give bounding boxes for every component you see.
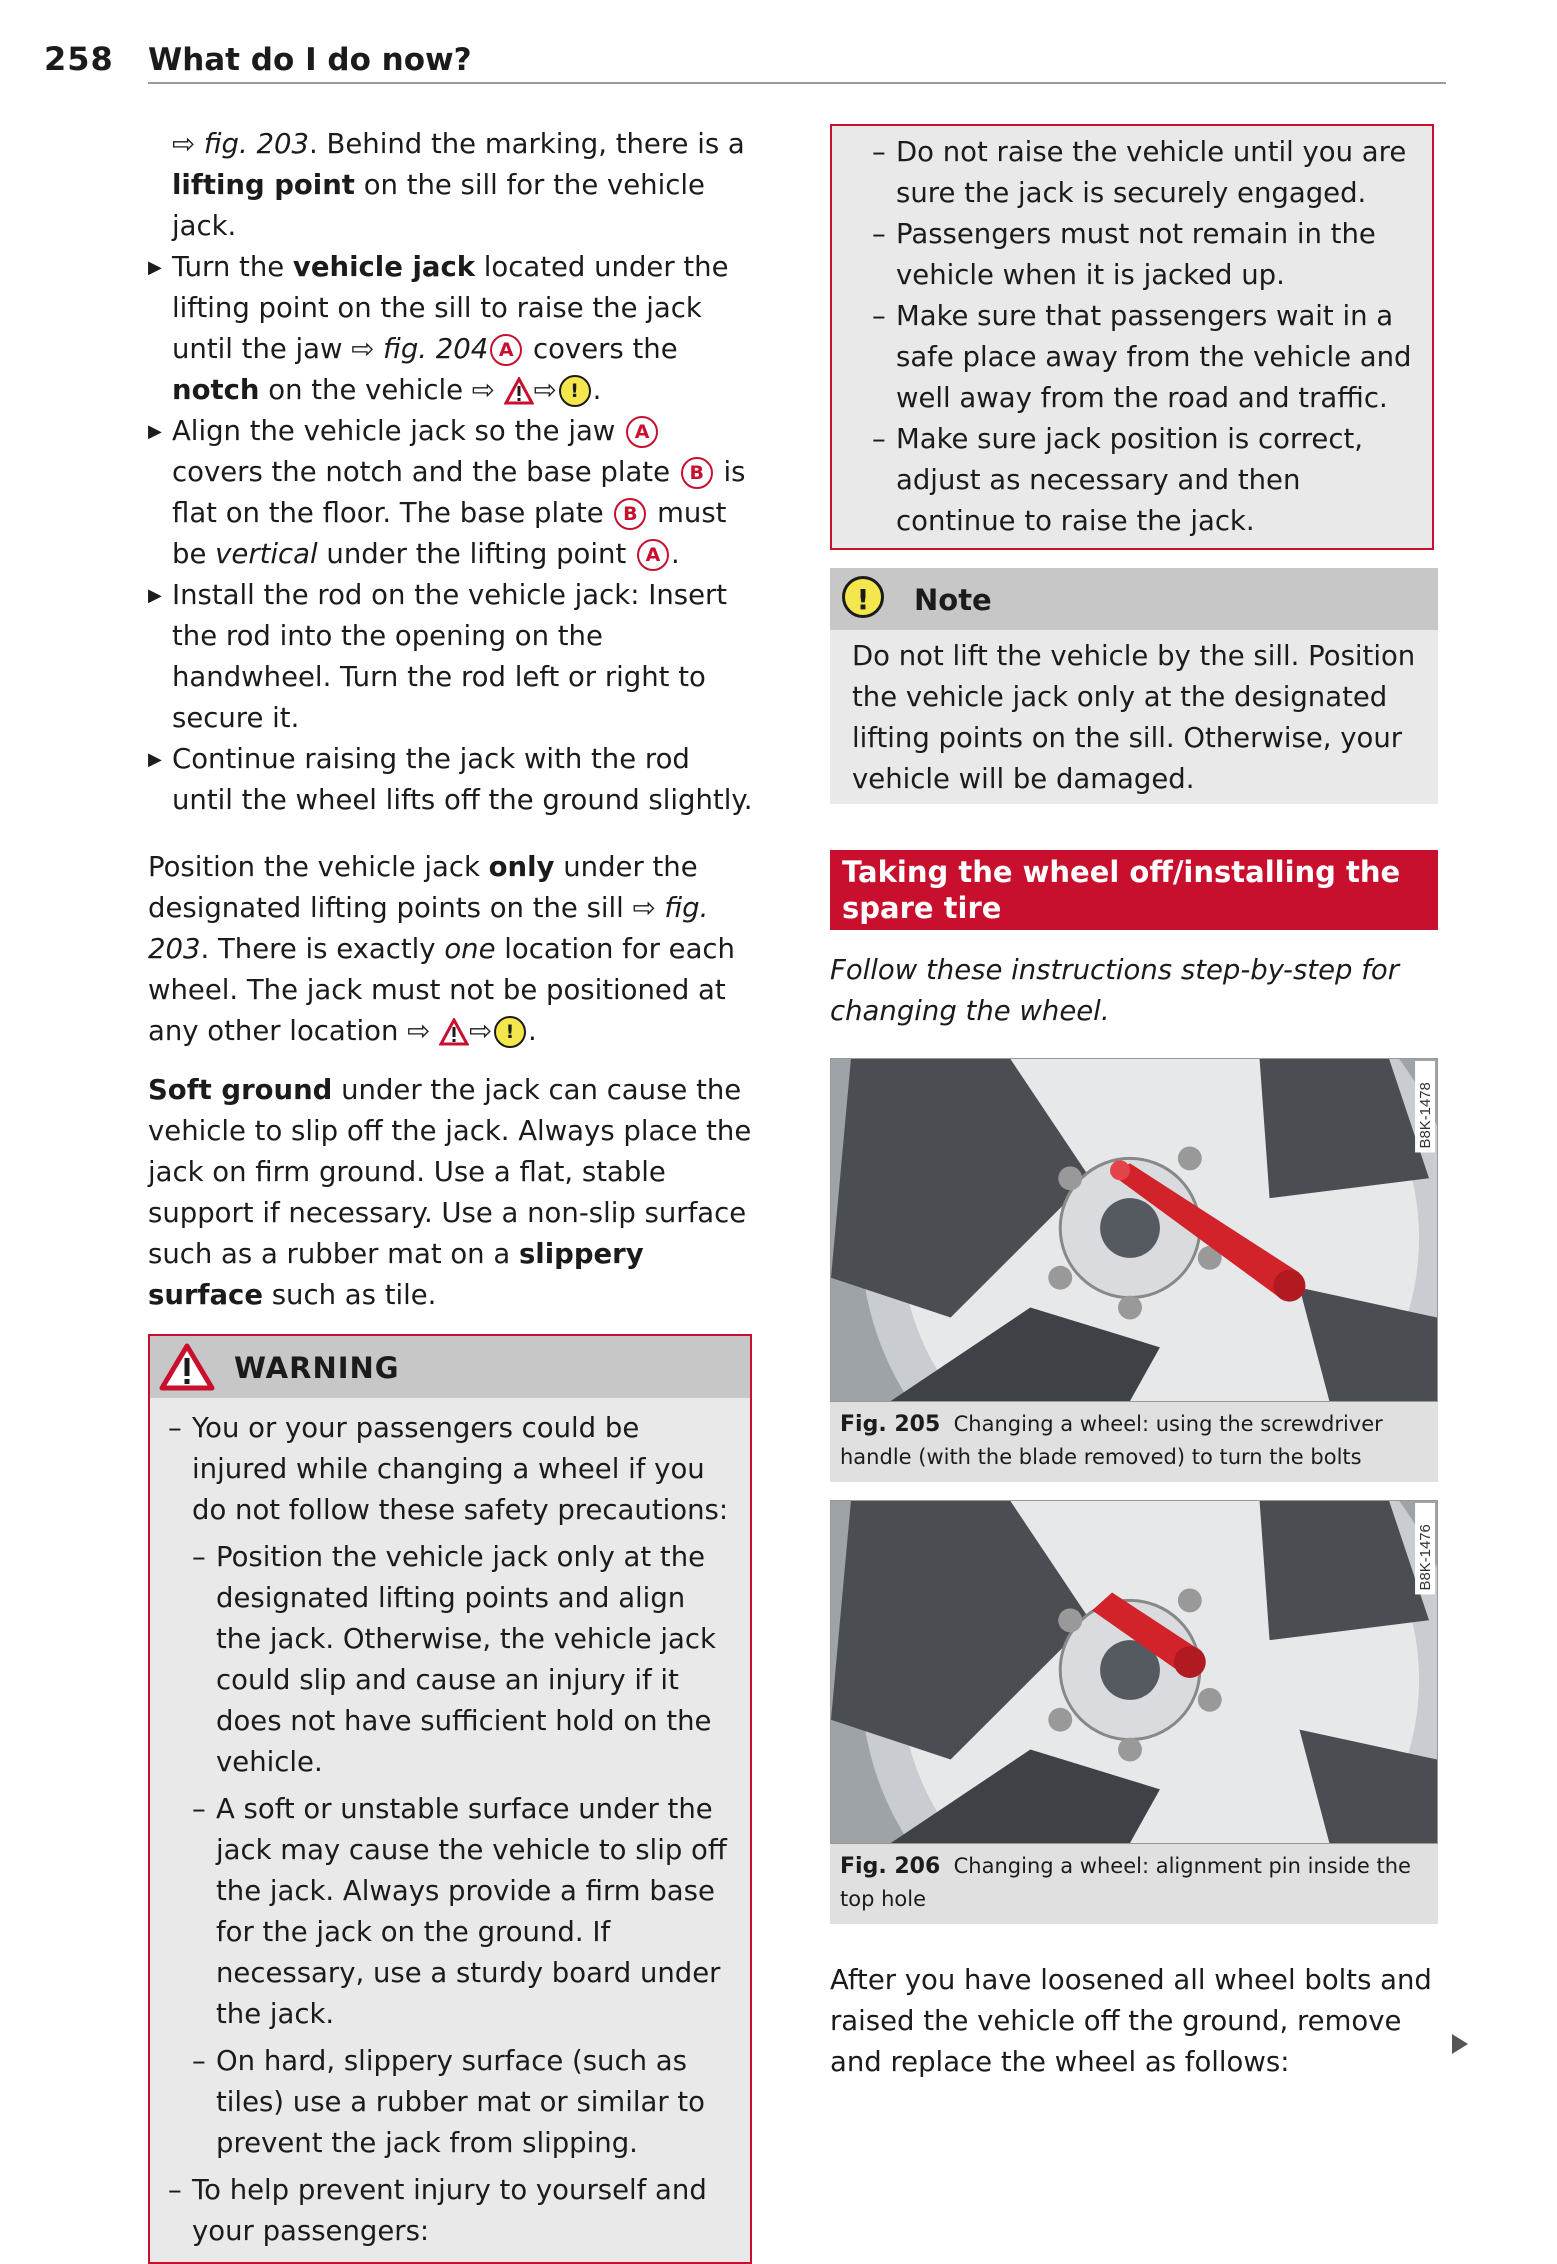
figure-code: B8K-1478 [1417, 1082, 1435, 1149]
bullet-icon: ▶ [148, 421, 162, 442]
warning-subitem: – A soft or unstable surface under the jack may cause the vehicle to slip off the jack. Always provide a firm base for the jack on the ground. If necessary, use a sturdy board under the jack. [192, 1793, 727, 2030]
fig-reference[interactable]: fig. 203 [203, 128, 309, 160]
warning-item: – Make sure that passengers wait in a safe place away from the vehicle and well away from the road and traffic. [872, 300, 1412, 414]
fig-reference[interactable]: ⇨ fig. 204 [351, 333, 489, 365]
note-exclamation-icon: ! [842, 576, 884, 618]
warning-item: – To help prevent injury to yourself and your passengers: [168, 2174, 707, 2247]
paragraph-soft-ground: Soft ground under the jack can cause the vehicle to slip off the jack. Always place the jack on firm ground. Use a flat, stable support if necessary. Use a non-slip surface such as a rubber mat on a slippery surface such as tile. [148, 1074, 752, 1311]
warning-item: – Passengers must not remain in the vehicle when it is jacked up. [872, 218, 1376, 291]
warning-body [150, 1398, 750, 2262]
note-label: Note [914, 583, 992, 617]
header-rule [148, 82, 1446, 84]
callout-a-icon: A [626, 416, 658, 448]
warning-item: – Do not raise the vehicle until you are sure the jack is securely engaged. [872, 136, 1407, 209]
fig-reference[interactable]: fig. 203 [148, 892, 709, 965]
bullet-icon: ▶ [148, 585, 162, 606]
page-number: 258 [44, 40, 114, 78]
callout-b-icon: B [681, 457, 713, 489]
closing-paragraph: After you have loosened all wheel bolts and raised the vehicle off the ground, remove and replace the wheel as follows: [830, 1964, 1432, 2078]
warning-triangle-icon [158, 1342, 216, 1392]
callout-a-icon: A [490, 334, 522, 366]
note-exclamation-icon[interactable]: ! [494, 1016, 526, 1048]
figure-caption: Fig. 205 Changing a wheel: using the screwdriver handle (with the blade removed) to turn the bolts [840, 1412, 1383, 1469]
page-title: What do I do now? [148, 42, 472, 78]
step-align-jack: ▶ Align the vehicle jack so the jaw A covers the notch and the base plate B is flat on the floor. The base plate B must be vertical under the lifting point A . [148, 411, 758, 575]
warning-triangle-icon[interactable] [504, 377, 534, 405]
step-raise-jack: ▶ Continue raising the jack with the rod until the wheel lifts off the ground slightly. [148, 739, 758, 821]
section-heading: Taking the wheel off/installing the spare tire [830, 850, 1438, 930]
left-column [148, 124, 758, 2264]
wheel-alignment-pin-image [830, 1500, 1438, 1844]
figure-code: B8K-1476 [1417, 1524, 1435, 1591]
paragraph-position: Position the vehicle jack only under the designated lifting points on the sill ⇨ fig. 203. There is exactly one location for each wheel. The jack must not be positioned at any other location ⇨ ⇨ ! . [148, 851, 735, 1047]
continue-arrow-icon[interactable] [1452, 2034, 1468, 2054]
paragraph-intro: ⇨ fig. 203. Behind the marking, there is a lifting point on the sill for the vehicle jack. [172, 128, 745, 242]
figure-caption: Fig. 206 Changing a wheel: alignment pin inside the top hole [840, 1854, 1411, 1911]
warning-label: WARNING [234, 1351, 400, 1385]
step-install-rod: ▶ Install the rod on the vehicle jack: Insert the rod into the opening on the handwheel. Turn the rod left or right to secure it. [148, 575, 758, 739]
callout-b-icon: B [614, 498, 646, 530]
warning-subitem: – On hard, slippery surface (such as tiles) use a rubber mat or similar to prevent the jack from slipping. [192, 2045, 705, 2159]
page-header [44, 38, 1446, 88]
note-exclamation-icon[interactable]: ! [559, 375, 591, 407]
note-header [830, 568, 1438, 630]
section-intro: Follow these instructions step-by-step for changing the wheel. [830, 954, 1400, 1027]
warning-triangle-icon[interactable] [439, 1018, 469, 1046]
warning-box-continued [830, 124, 1434, 550]
warning-box [148, 1334, 752, 2264]
note-box [830, 568, 1438, 804]
wheel-screwdriver-image [830, 1058, 1438, 1402]
figure-205 [830, 1058, 1438, 1482]
warning-subitem: – Position the vehicle jack only at the designated lifting points and align the jack. Otherwise, the vehicle jack could slip and cause an injury if it does not have sufficient hold on the vehicle. [192, 1541, 716, 1778]
note-body: Do not lift the vehicle by the sill. Position the vehicle jack only at the designated lifting points on the sill. Otherwise, your vehicle will be damaged. [852, 640, 1416, 795]
warning-item: – You or your passengers could be injured while changing a wheel if you do not follow these safety precautions: [168, 1412, 729, 1526]
figure-206 [830, 1500, 1438, 1924]
bullet-icon: ▶ [148, 257, 162, 278]
right-column [830, 124, 1438, 2083]
warning-item: – Make sure jack position is correct, adjust as necessary and then continue to raise the jack. [872, 423, 1363, 537]
bullet-icon: ▶ [148, 749, 162, 770]
callout-a-icon: A [637, 539, 669, 571]
step-turn-jack: ▶ Turn the vehicle jack located under the lifting point on the sill to raise the jack until the jaw ⇨ fig. 204 A covers the notch on the vehicle ⇨ ⇨ ! . [148, 247, 758, 411]
warning-header [150, 1336, 750, 1398]
